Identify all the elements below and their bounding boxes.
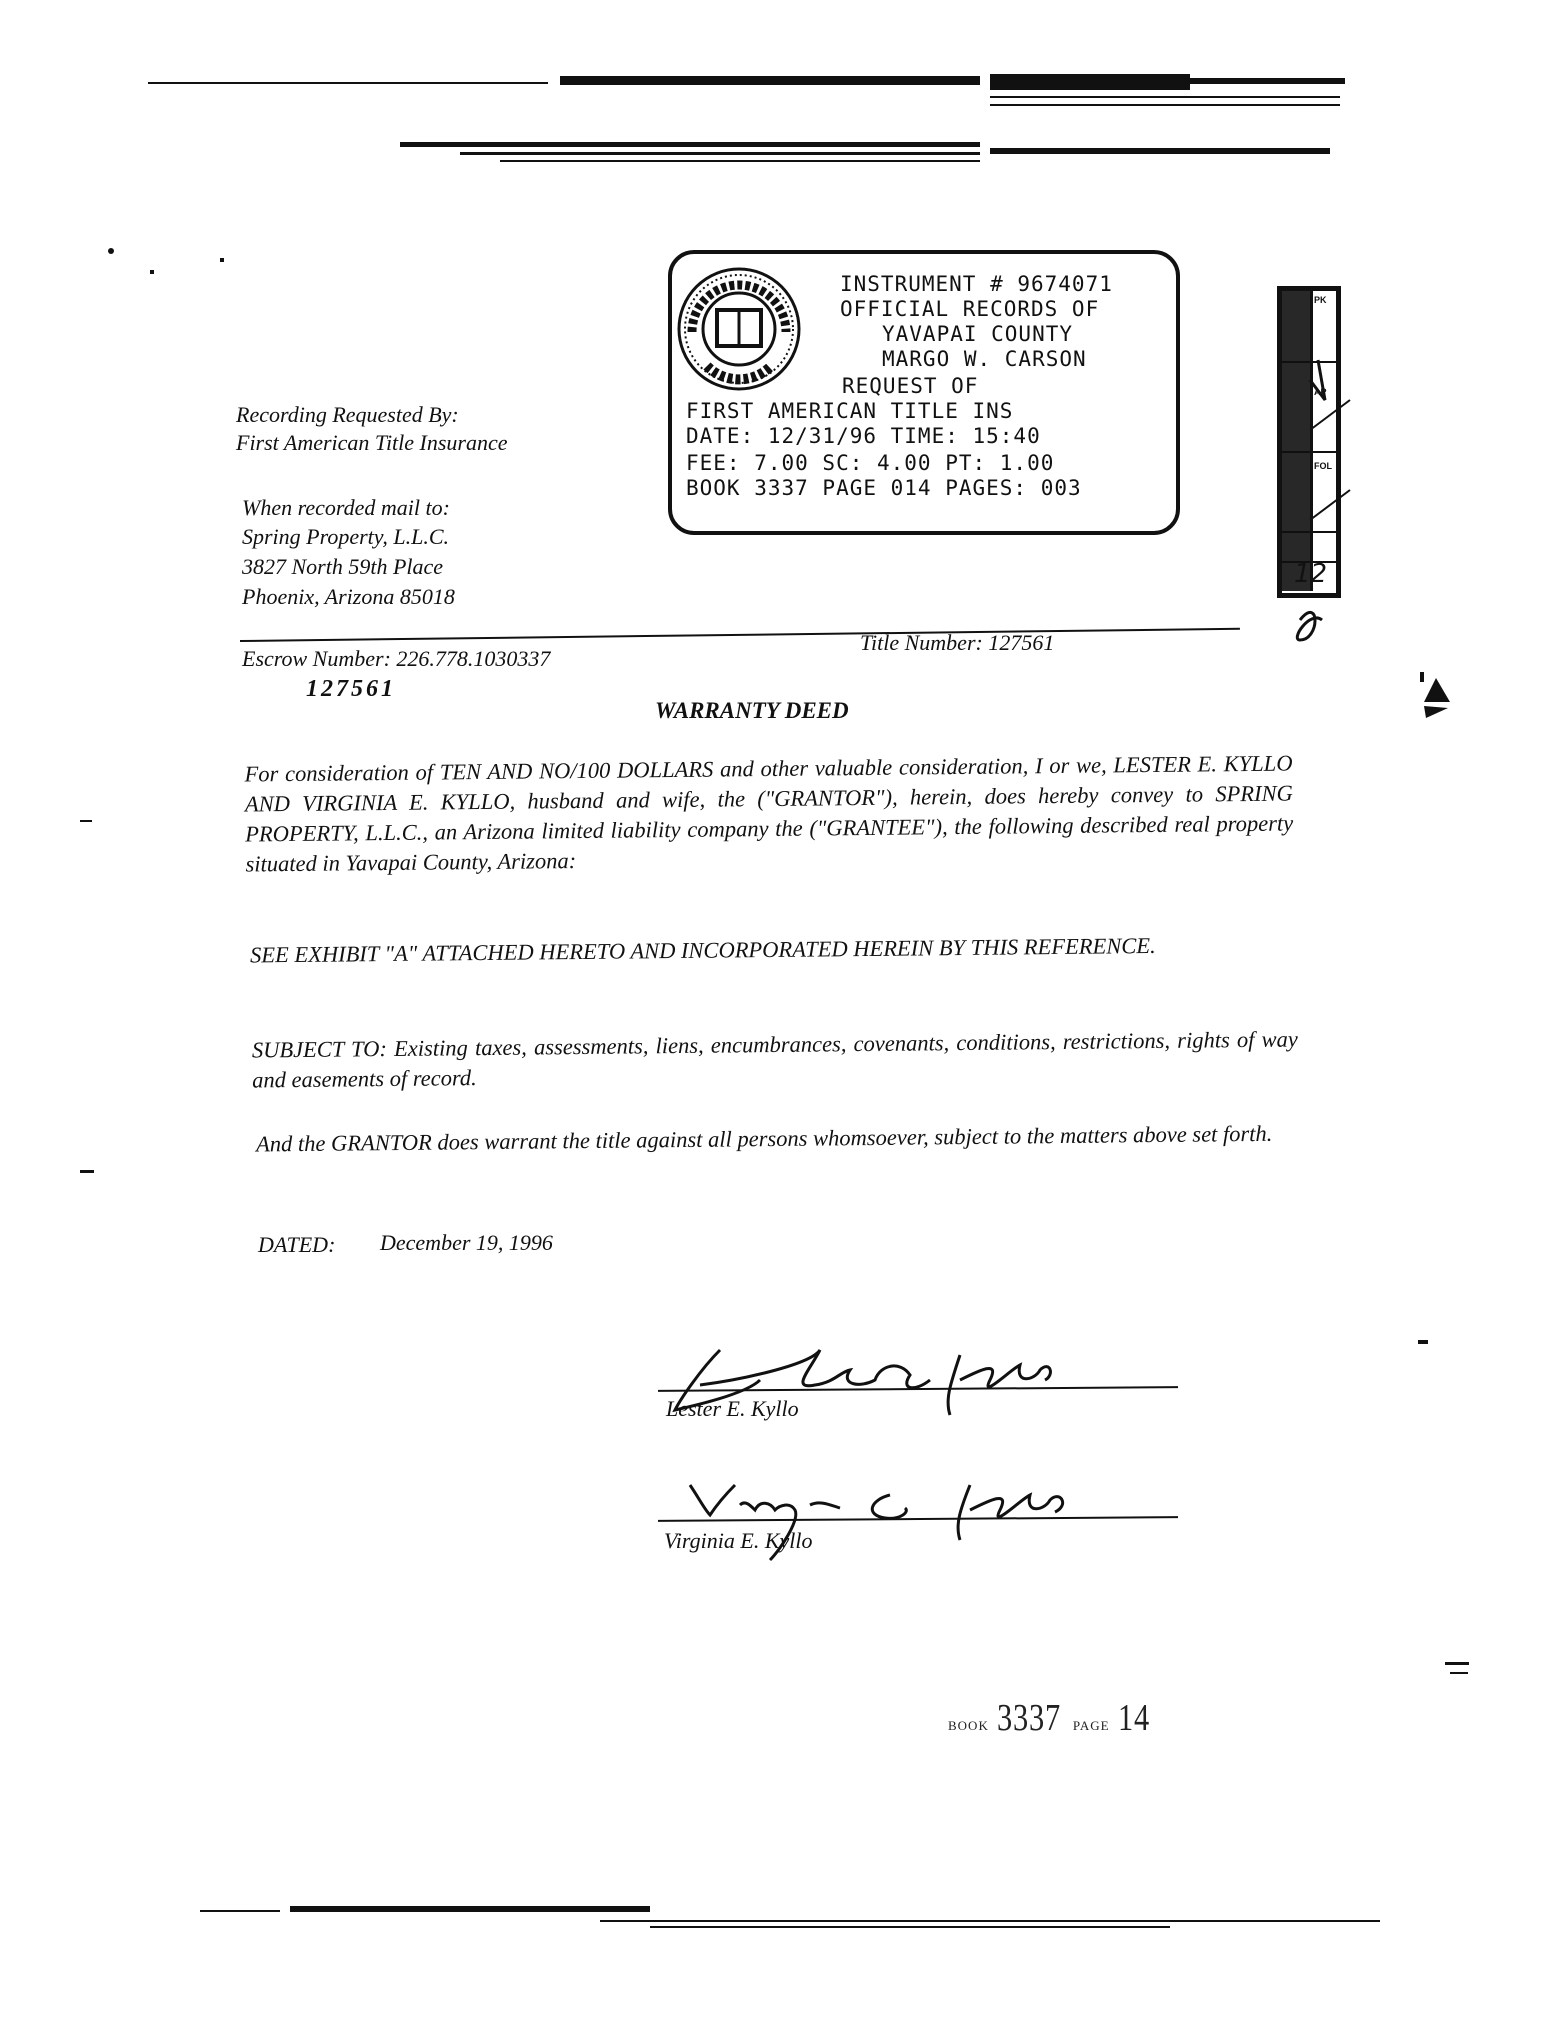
scan-edge-line xyxy=(600,1920,1380,1922)
mail-name: Spring Property, L.L.C. xyxy=(242,524,449,549)
scan-edge-bar xyxy=(1190,78,1345,84)
stamp-book-page: BOOK 3337 PAGE 014 PAGES: 003 xyxy=(686,476,1082,500)
title-number: Title Number: 127561 xyxy=(860,630,1055,655)
scan-edge-bar xyxy=(290,1906,650,1912)
book-label: BOOK xyxy=(948,1718,989,1733)
speck xyxy=(1418,1340,1428,1344)
scan-edge-line xyxy=(990,96,1340,98)
scan-edge-line xyxy=(148,82,548,84)
mail-street: 3827 North 59th Place xyxy=(242,554,444,579)
scan-edge-bar xyxy=(400,142,980,147)
speck xyxy=(1445,1662,1469,1665)
recording-stamp xyxy=(668,250,1180,535)
signer-name-1: Lester E. Kyllo xyxy=(666,1396,799,1421)
scan-edge-line xyxy=(990,104,1340,106)
header-rule xyxy=(240,628,1240,642)
scan-edge-line xyxy=(500,160,980,162)
subject-to-paragraph: SUBJECT TO: Existing taxes, assessments, liens, encumbrances, covenants, conditions, restrictions, rights of way and easements of record. xyxy=(251,1026,1298,1093)
mail-to-label: When recorded mail to: xyxy=(242,495,450,520)
scan-edge-line xyxy=(200,1910,280,1912)
page-number: 14 xyxy=(1117,1697,1150,1739)
signer-name-2: Virginia E. Kyllo xyxy=(664,1528,813,1553)
requested-by-label: Recording Requested By: xyxy=(236,402,459,427)
book-number: 3337 xyxy=(996,1697,1061,1739)
arrow-mark-icon xyxy=(1416,672,1456,722)
scan-edge-bar xyxy=(990,74,1190,90)
consideration-paragraph: For consideration of TEN AND NO/100 DOLLARS and other valuable consideration, I or we, LESTER E. KYLLO AND VIRGINIA E. KYLLO, husband and wife, the ("GRANTOR"), herein, does hereby convey to SPRING PROPERTY, L.L.C., an Arizona limited liability company the ("GRANTEE"), the following described real property situated in Yavapai County, Arizona: xyxy=(244,750,1294,877)
page-label: PAGE xyxy=(1072,1718,1110,1733)
speck xyxy=(80,1170,94,1173)
clerk-check-marks xyxy=(1270,340,1360,650)
mail-city: Phoenix, Arizona 85018 xyxy=(242,584,455,609)
escrow-number: Escrow Number: 226.778.1030337 xyxy=(242,646,551,671)
requested-by: First American Title Insurance xyxy=(236,430,508,455)
speck xyxy=(108,248,114,254)
escrow-handwritten: 127561 xyxy=(306,676,396,702)
stamp-recorder: MARGO W. CARSON xyxy=(882,347,1087,371)
speck xyxy=(80,820,92,822)
dated-value: December 19, 1996 xyxy=(380,1230,553,1255)
exhibit-paragraph: SEE EXHIBIT "A" ATTACHED HERETO AND INCORPORATED HEREIN BY THIS REFERENCE. xyxy=(249,932,1156,968)
dated-label: DATED: xyxy=(258,1232,336,1257)
stamp-official: OFFICIAL RECORDS OF xyxy=(840,297,1100,321)
stamp-county: YAVAPAI COUNTY xyxy=(882,322,1074,346)
scan-edge-bar xyxy=(560,76,980,85)
speck xyxy=(1450,1672,1468,1674)
speck xyxy=(220,258,224,262)
scan-edge-bar xyxy=(990,148,1330,154)
book-page-footer xyxy=(948,1696,1154,1740)
stamp-request-of: REQUEST OF xyxy=(842,374,979,398)
stamp-instrument: INSTRUMENT # 9674071 xyxy=(840,272,1113,296)
clerk-handwritten-number: 12 xyxy=(1294,559,1328,589)
scan-edge-line xyxy=(650,1926,1170,1928)
stamp-requester: FIRST AMERICAN TITLE INS xyxy=(686,399,1014,423)
deed-heading: WARRANTY DEED xyxy=(655,698,849,723)
warranty-paragraph: And the GRANTOR does warrant the title against all persons whomsoever, subject to the matters above set forth. xyxy=(255,1120,1273,1157)
speck xyxy=(150,270,154,274)
stamp-date-time: DATE: 12/31/96 TIME: 15:40 xyxy=(686,424,1041,448)
scan-edge-line xyxy=(460,152,980,155)
stamp-fees: FEE: 7.00 SC: 4.00 PT: 1.00 xyxy=(686,451,1055,475)
clerk-index-box: PK AP FOL 12 xyxy=(1277,286,1341,598)
